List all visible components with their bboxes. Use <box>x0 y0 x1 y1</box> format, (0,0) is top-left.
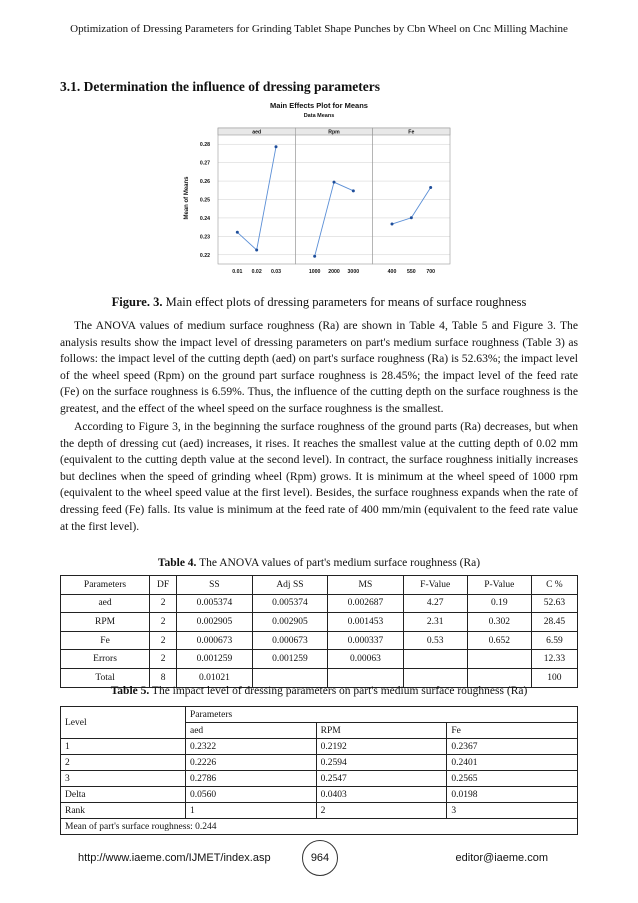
th-parameters: Parameters <box>61 576 150 595</box>
data-point <box>313 255 316 258</box>
table-cell: 0.002905 <box>252 613 328 632</box>
table4-caption-text: The ANOVA values of part's medium surface roughness (Ra) <box>196 557 481 569</box>
x-tick-label: 700 <box>426 269 435 275</box>
table-cell: 0.652 <box>467 631 531 650</box>
th-parameters: Parameters <box>186 707 578 723</box>
x-tick-label: 0.02 <box>251 269 262 275</box>
chart-subtitle: Data Means <box>303 113 335 119</box>
table4-label: Table 4. <box>157 557 197 569</box>
table-cell: 0.000337 <box>328 631 404 650</box>
table-cell: 0.2547 <box>316 771 447 787</box>
table-row <box>61 631 578 650</box>
table-cell: 0.000673 <box>177 631 253 650</box>
table-cell: 8 <box>150 668 177 687</box>
table-cell: 2 <box>316 803 447 819</box>
y-tick-label: 0.22 <box>199 252 210 259</box>
table-header-row <box>61 576 578 595</box>
y-tick-label: 0.25 <box>199 197 210 204</box>
table-cell: 0.2367 <box>447 739 578 755</box>
x-tick-label: 1000 <box>308 269 321 275</box>
table-row <box>61 650 578 669</box>
th-rpm: RPM <box>316 723 447 739</box>
table-cell: 2 <box>150 631 177 650</box>
th-f-value: F-Value <box>403 576 467 595</box>
table-cell: 0.002687 <box>328 594 404 613</box>
table-cell: 6.59 <box>531 631 577 650</box>
paragraph-1: The ANOVA values of medium surface roughness (Ra) are shown in Table 4, Table 5 and Figure 3. The analysis results show the impact level of dressing parameters on part's medium surface roughness (Table 3) as follows: the impact level of the cutting depth (aed) on part's surface roughness (Ra) is 52.63%; the impact level of the wheel speed (Rpm) on the ground part surface roughness is 28.45%; the impact level of the feed rate (Fe) on the surface roughness is 6.59%. Thus, the influence of the cutting depth on the surface roughness is the greatest, and the effect of the wheel speed on the surface roughness is the smallest. <box>60 319 578 415</box>
th-level: Level <box>61 707 186 739</box>
table-cell: RPM <box>61 613 150 632</box>
th-c-percent: C % <box>531 576 577 595</box>
table-cell: 0.53 <box>403 631 467 650</box>
footer-url[interactable]: http://www.iaeme.com/IJMET/index.asp <box>78 852 271 864</box>
table-cell: 0.005374 <box>252 594 328 613</box>
figure-label: Figure. 3. <box>111 295 163 309</box>
th-ms: MS <box>328 576 404 595</box>
th-p-value: P-Value <box>467 576 531 595</box>
table-cell: 0.0560 <box>186 787 317 803</box>
table-cell: 1 <box>61 739 186 755</box>
table-cell: 0.19 <box>467 594 531 613</box>
table-row <box>61 787 578 803</box>
mean-note: Mean of part's surface roughness: 0.244 <box>61 819 578 835</box>
data-point <box>236 231 239 234</box>
anova-table <box>60 575 578 688</box>
data-point <box>391 223 394 226</box>
y-tick-label: 0.27 <box>199 160 210 167</box>
panel-label-Fe: Fe <box>408 129 415 136</box>
chart-title: Main Effects Plot for Means <box>270 101 368 110</box>
data-point <box>410 216 413 219</box>
table-cell: Fe <box>61 631 150 650</box>
table-row <box>61 771 578 787</box>
table-cell: 100 <box>531 668 577 687</box>
panel-label-aed: aed <box>252 129 262 136</box>
table-cell: 0.005374 <box>177 594 253 613</box>
th-ss: SS <box>177 576 253 595</box>
section-title: 3.1. Determination the influence of dressing parameters <box>60 79 380 94</box>
table-cell: 28.45 <box>531 613 577 632</box>
table-cell: 12.33 <box>531 650 577 669</box>
figure-caption <box>60 295 578 310</box>
table5-label: Table 5. <box>110 685 150 697</box>
th-adj-ss: Adj SS <box>252 576 328 595</box>
table-cell: 2 <box>150 613 177 632</box>
table-cell: 0.0198 <box>447 787 578 803</box>
data-point <box>352 189 355 192</box>
data-point <box>333 181 336 184</box>
table-cell: 0.01021 <box>177 668 253 687</box>
table-cell: 3 <box>61 771 186 787</box>
main-effects-chart <box>180 98 458 282</box>
table-row <box>61 755 578 771</box>
table-cell: Rank <box>61 803 186 819</box>
table-cell <box>403 650 467 669</box>
paragraph-2: According to Figure 3, in the beginning the surface roughness of the ground parts (Ra) decreases, but when the depth of dressing cut (aed) increases, it rises. It reaches the smallest value at the cutting depth of 0.02 mm (equivalent to the cutting depth value at the second level). In contract, the surface roughness initially increases but declines when the speed of grinding wheel (Rpm) grows. It is minimum at the wheel speed of 1000 rpm (equivalent to the wheel speed value at the first level). Besides, the surface roughness expands when the rate of dressing feed (Fe) falls. Its value is minimum at the feed rate of 400 mm/min (equivalent to the feed rate value at the first level). <box>60 420 578 533</box>
x-tick-label: 0.03 <box>270 269 282 275</box>
impact-level-table <box>60 706 578 835</box>
data-point <box>429 186 432 189</box>
table-cell: 0.001259 <box>177 650 253 669</box>
table-cell <box>467 650 531 669</box>
y-tick-label: 0.24 <box>199 215 210 222</box>
table-cell: 1 <box>186 803 317 819</box>
y-tick-label: 0.23 <box>199 234 210 241</box>
table5-caption-text: The impact level of dressing parameters on part's medium surface roughness (Ra) <box>149 685 528 697</box>
x-tick-label: 0.01 <box>232 269 243 275</box>
running-header: Optimization of Dressing Parameters for Grinding Tablet Shape Punches by Cbn Wheel on Cnc Milling Machine <box>70 23 568 35</box>
table-cell: Errors <box>61 650 150 669</box>
table-cell: 0.002905 <box>177 613 253 632</box>
table-cell: 3 <box>447 803 578 819</box>
table-cell: 52.63 <box>531 594 577 613</box>
table-row <box>61 594 578 613</box>
table-cell: 0.2226 <box>186 755 317 771</box>
table-row <box>61 803 578 819</box>
th-df: DF <box>150 576 177 595</box>
table-cell: 0.000673 <box>252 631 328 650</box>
x-tick-label: 400 <box>387 269 397 275</box>
table-cell: Delta <box>61 787 186 803</box>
table-header-row <box>61 707 578 723</box>
table-row <box>61 613 578 632</box>
panel-label-Rpm: Rpm <box>328 129 340 136</box>
table-cell: 0.2786 <box>186 771 317 787</box>
table-cell: 0.2565 <box>447 771 578 787</box>
y-tick-label: 0.26 <box>199 179 210 186</box>
page-footer <box>60 844 578 874</box>
table5-caption <box>60 685 578 697</box>
table-cell: 2 <box>150 650 177 669</box>
table-cell: 0.2192 <box>316 739 447 755</box>
x-tick-label: 2000 <box>328 269 340 275</box>
table-cell: 0.0403 <box>316 787 447 803</box>
table-cell: 0.2401 <box>447 755 578 771</box>
data-point <box>275 145 278 148</box>
table-cell: 0.2594 <box>316 755 447 771</box>
figure-caption-text: Main effect plots of dressing parameters for means of surface roughness <box>162 295 527 309</box>
data-point <box>255 248 258 251</box>
table-cell: 0.001259 <box>252 650 328 669</box>
footer-email[interactable]: editor@iaeme.com <box>455 852 548 864</box>
x-tick-label: 550 <box>407 269 416 275</box>
page-number: 964 <box>302 840 338 876</box>
y-tick-label: 0.28 <box>199 142 210 149</box>
table4-caption <box>60 557 578 569</box>
table-cell: 2 <box>61 755 186 771</box>
table-row <box>61 819 578 835</box>
table-cell: 0.00063 <box>328 650 404 669</box>
table-row <box>61 739 578 755</box>
th-aed: aed <box>186 723 317 739</box>
th-fe: Fe <box>447 723 578 739</box>
table-cell: 2 <box>150 594 177 613</box>
table-cell: 4.27 <box>403 594 467 613</box>
table-cell: 2.31 <box>403 613 467 632</box>
table-cell: 0.302 <box>467 613 531 632</box>
chart-ylabel: Mean of Means <box>184 176 190 220</box>
table-cell: 0.001453 <box>328 613 404 632</box>
table-cell: Total <box>61 668 150 687</box>
table-cell: aed <box>61 594 150 613</box>
x-tick-label: 3000 <box>347 269 360 275</box>
table-cell: 0.2322 <box>186 739 317 755</box>
